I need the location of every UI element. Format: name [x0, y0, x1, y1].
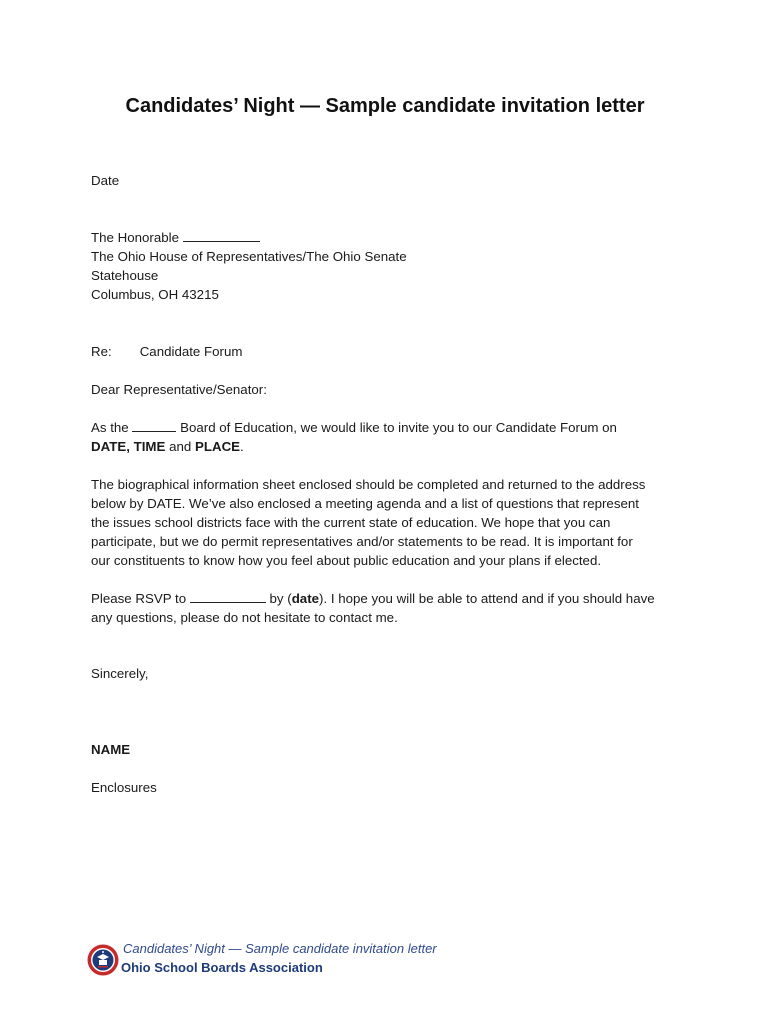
paragraph-rsvp — [91, 589, 681, 627]
address-block — [91, 228, 681, 304]
closing: Sincerely, — [91, 666, 149, 681]
para1-place: PLACE — [194, 439, 241, 454]
footer — [87, 941, 507, 981]
honorable-name-blank — [183, 229, 260, 242]
para3-date: date — [291, 591, 320, 606]
address-honorable-line — [91, 228, 681, 247]
footer-organization: Ohio School Boards Association — [121, 960, 323, 975]
para1-and: and — [169, 439, 192, 454]
para3-prefix: Please RSVP to — [91, 591, 187, 606]
para2-line: the issues school districts face with the current state of education. We hope that you can — [91, 515, 611, 530]
board-name-blank — [132, 419, 176, 432]
para3-line2: any questions, please do not hesitate to contact me. — [91, 610, 398, 625]
enclosures: Enclosures — [91, 780, 157, 795]
para2-line: participate, but we do permit representatives and/or statements to be read. It is important for — [91, 534, 633, 549]
para2-line: below by DATE. We’ve also enclosed a meeting agenda and a list of questions that represent — [91, 496, 639, 511]
address-chamber: The Ohio House of Representatives/The Ohio Senate — [91, 249, 407, 264]
para2-line: our constituents to know how you feel about public education and your plans if elected. — [91, 553, 602, 568]
date-line: Date — [91, 173, 120, 188]
address-honorable: The Honorable — [91, 230, 179, 245]
para3-by: by ( — [269, 591, 292, 606]
para1-period: . — [240, 439, 244, 454]
para1-suffix: Board of Education, we would like to invite you to our Candidate Forum on — [180, 420, 617, 435]
para2-line: The biographical information sheet enclosed should be completed and returned to the address — [91, 477, 646, 492]
footer-title: Candidates’ Night — Sample candidate invitation letter — [123, 941, 437, 956]
paragraph-invitation — [91, 418, 681, 456]
rsvp-name-blank — [190, 590, 266, 603]
osba-seal-icon — [87, 944, 119, 976]
re-label: Re: — [91, 344, 112, 359]
salutation: Dear Representative/Senator: — [91, 382, 267, 397]
address-building: Statehouse — [91, 268, 159, 283]
paragraph-biographical — [91, 475, 681, 570]
re-subject: Candidate Forum — [139, 344, 243, 359]
address-city: Columbus, OH 43215 — [91, 287, 219, 302]
page-title: Candidates’ Night — Sample candidate invitation letter — [125, 95, 645, 117]
signer-name: NAME — [91, 742, 131, 757]
para3-rest: ). I hope you will be able to attend and if you should have — [319, 591, 655, 606]
para1-prefix: As the — [91, 420, 129, 435]
para1-date-time: DATE, TIME — [91, 439, 166, 454]
re-line — [91, 342, 681, 361]
